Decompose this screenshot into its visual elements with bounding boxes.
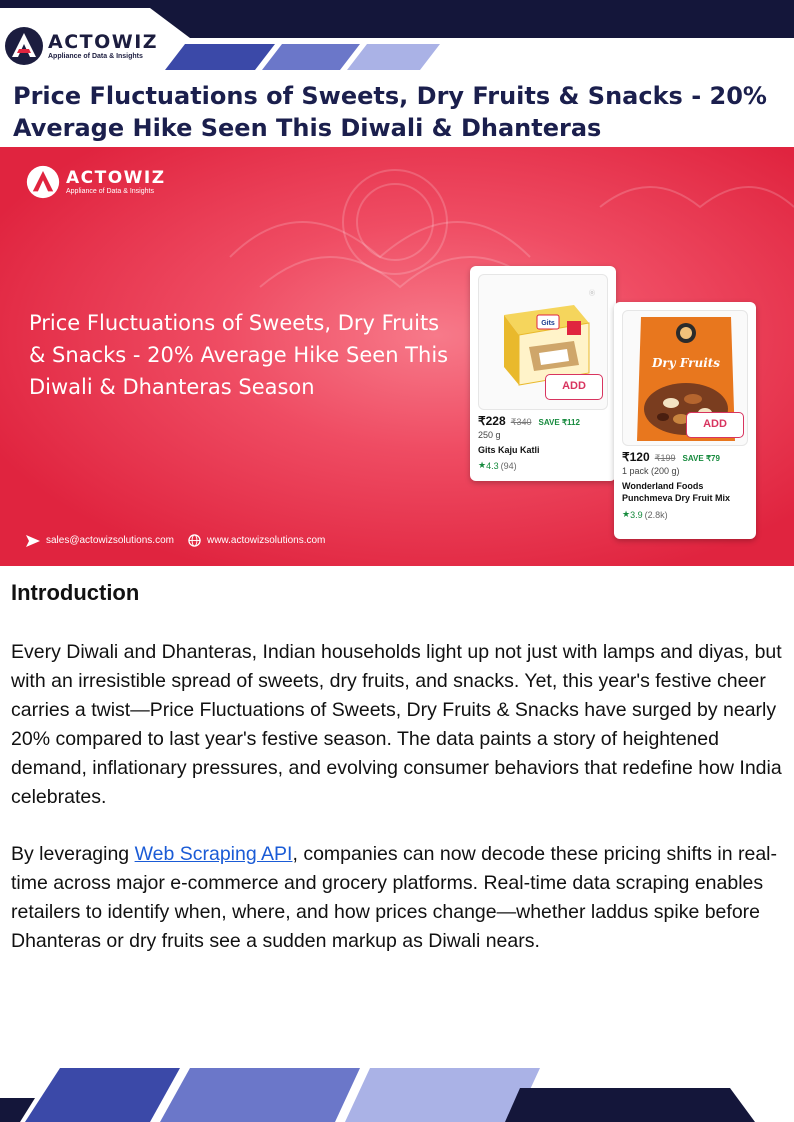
- add-to-cart-button[interactable]: ADD: [686, 412, 744, 438]
- hero-logo-name: ACTOWIZ: [66, 167, 166, 188]
- product-name[interactable]: Gits Kaju Katli: [478, 445, 540, 455]
- paragraph-text: , companies can now decode these pricing shifts in real-time across major e-commerce and grocery platforms. Real-time data scraping enables retailers to identify when, where, and how prices change—whether laddus spike before Dhanteras or dry fruits see a sudden markup as Diwali nears.: [11, 843, 777, 952]
- contact-website[interactable]: [188, 534, 325, 547]
- email-text: sales@actowizsolutions.com: [46, 535, 174, 546]
- section-heading: Introduction: [11, 580, 140, 605]
- intro-paragraph: [11, 840, 786, 956]
- rating-count: (94): [500, 460, 517, 471]
- svg-text:Dry Fruits: Dry Fruits: [651, 356, 721, 370]
- svg-text:Gits: Gits: [541, 320, 555, 327]
- hero-logo: [26, 165, 166, 199]
- savings-badge: SAVE ₹79: [682, 454, 720, 463]
- mrp: ₹199: [654, 453, 676, 463]
- page-header: [0, 0, 794, 72]
- price: ₹120: [622, 450, 650, 464]
- logo-tagline: Appliance of Data & Insights: [48, 52, 143, 60]
- rating: [478, 460, 517, 471]
- quantity: 1 pack (200 g): [622, 466, 680, 476]
- page-title: Price Fluctuations of Sweets, Dry Fruits & Snacks - 20% Average Hike Seen This Diwali & Dhanteras: [13, 82, 767, 142]
- add-to-cart-button[interactable]: ADD: [545, 374, 603, 400]
- globe-icon: [188, 534, 201, 547]
- hero-heading: Price Fluctuations of Sweets, Dry Fruits & Snacks - 20% Average Hike Seen This Diwali & Dhanteras Season: [29, 311, 449, 399]
- svg-text:⓪: ⓪: [589, 291, 596, 297]
- web-scraping-api-link[interactable]: Web Scraping API: [134, 843, 293, 865]
- actowiz-logo-icon: [4, 26, 44, 66]
- page-footer-stripes: [0, 1068, 794, 1122]
- rating: [622, 509, 668, 520]
- price: ₹228: [478, 414, 506, 428]
- price-row: [478, 414, 580, 428]
- website-text: www.actowizsolutions.com: [206, 535, 326, 546]
- hero-logo-icon: [26, 165, 60, 199]
- hero-contact-bar: [26, 534, 339, 547]
- paragraph-text: By leveraging: [11, 843, 135, 865]
- rating-value: 3.9: [630, 509, 643, 520]
- price-row: [622, 450, 720, 464]
- rating-value: 4.3: [486, 460, 499, 471]
- savings-badge: SAVE ₹112: [538, 418, 580, 427]
- product-name[interactable]: Wonderland Foods Punchmeva Dry Fruit Mix: [622, 481, 731, 503]
- hero-logo-tagline: Appliance of Data & Insights: [66, 187, 154, 195]
- quantity: 250 g: [478, 430, 501, 440]
- logo-name: ACTOWIZ: [48, 30, 159, 53]
- rating-count: (2.8k): [644, 509, 668, 520]
- hero-banner: [0, 147, 794, 566]
- product-card[interactable]: [470, 266, 616, 481]
- product-card[interactable]: [614, 302, 756, 539]
- contact-email[interactable]: [26, 535, 174, 547]
- star-icon: ★: [478, 460, 487, 470]
- mrp: ₹340: [510, 417, 532, 427]
- actowiz-logo[interactable]: [4, 22, 179, 70]
- send-icon: [26, 535, 40, 547]
- intro-paragraph: Every Diwali and Dhanteras, Indian households light up not just with lamps and diyas, but with an irresistible spread of sweets, dry fruits, and snacks. Yet, this year's festive cheer carries a twist—Price Fluctuations of Sweets, Dry Fruits & Snacks have surged by nearly 20% compared to last year's festive season. The data paints a story of heightened demand, inflationary pressures, and evolving consumer behaviors that redefine how India celebrates.: [11, 641, 782, 808]
- star-icon: ★: [622, 509, 631, 519]
